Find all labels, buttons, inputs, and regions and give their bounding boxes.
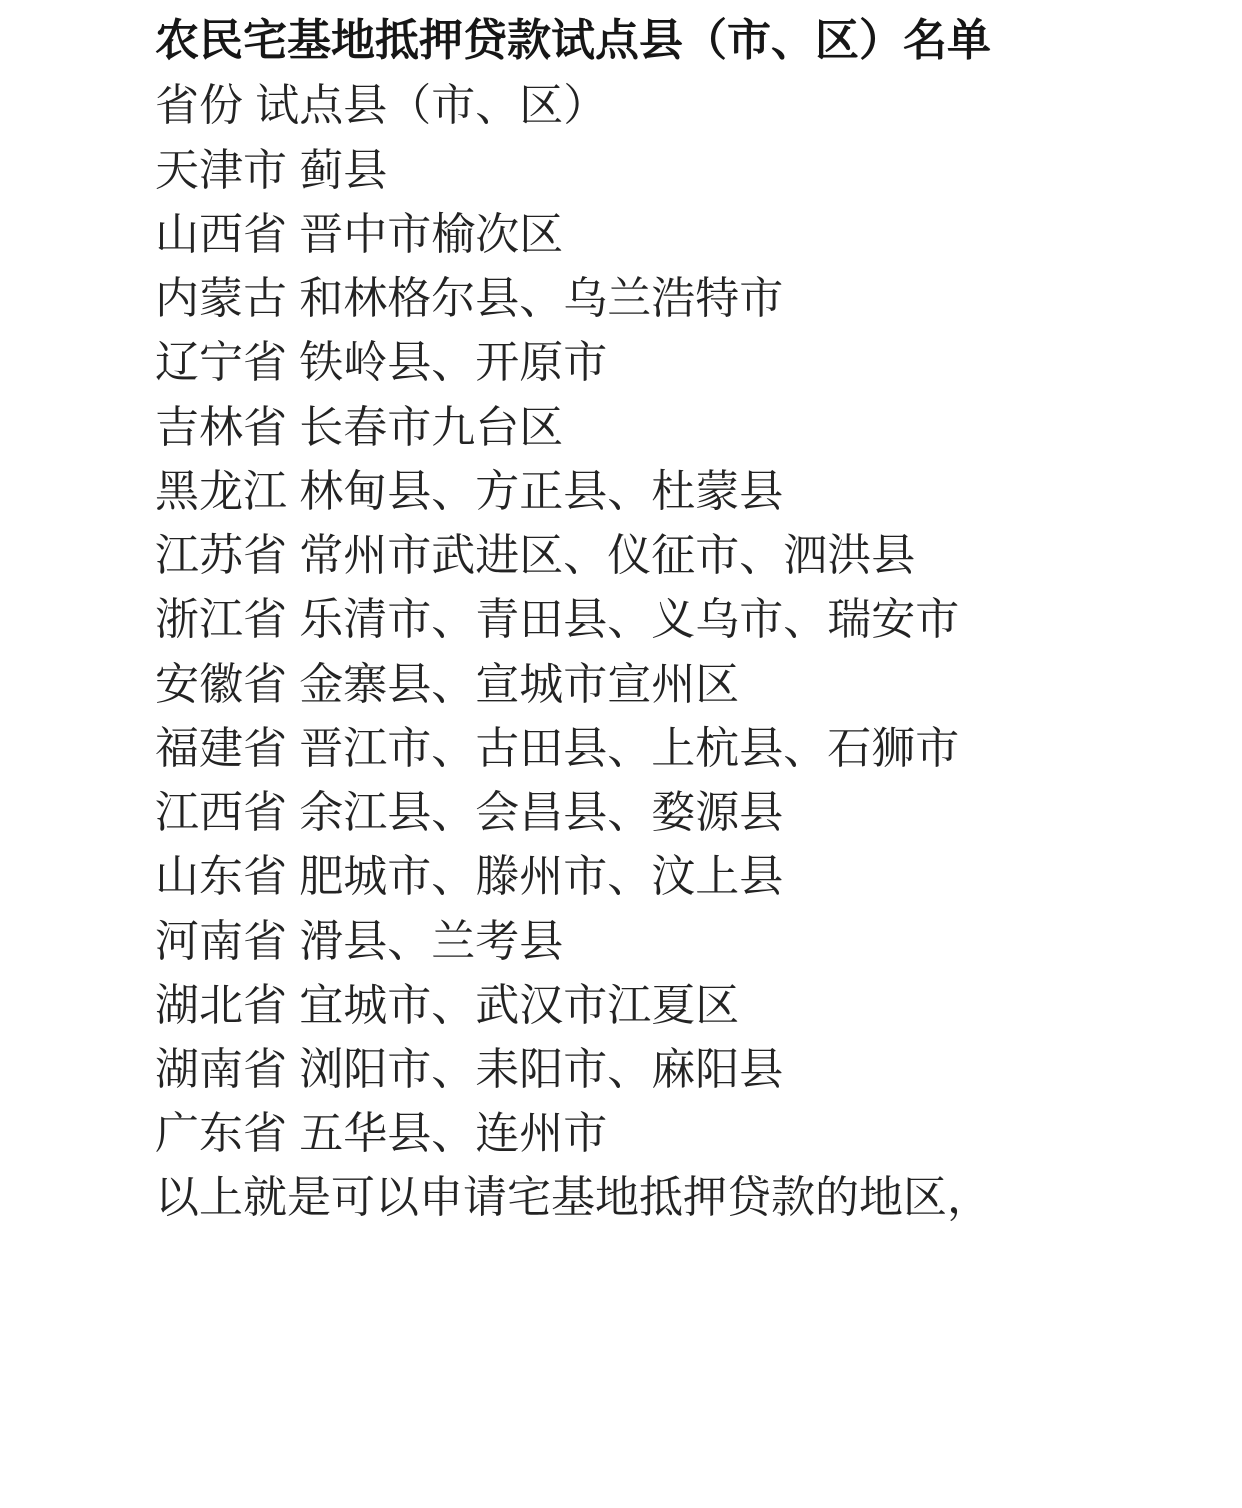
table-header-row xyxy=(155,74,1212,138)
table-row xyxy=(155,717,1212,781)
row-counties: 乐清市、青田县、义乌市、瑞安市 xyxy=(299,595,960,645)
row-spacer xyxy=(287,852,299,901)
table-row xyxy=(155,267,1212,331)
row-spacer xyxy=(287,724,299,773)
row-province: 山东省 xyxy=(155,852,287,902)
row-counties: 晋中市榆次区 xyxy=(299,209,564,259)
row-province: 内蒙古 xyxy=(155,274,287,324)
row-province: 福建省 xyxy=(155,723,287,773)
row-spacer xyxy=(287,274,299,323)
table-row xyxy=(155,974,1212,1038)
row-counties: 长春市九台区 xyxy=(299,402,564,452)
table-row xyxy=(155,910,1212,974)
row-counties: 和林格尔县、乌兰浩特市 xyxy=(299,274,784,324)
row-province: 广东省 xyxy=(155,1109,287,1159)
row-province: 河南省 xyxy=(155,916,287,966)
row-province: 江西省 xyxy=(155,788,287,838)
row-province: 辽宁省 xyxy=(155,338,287,388)
row-spacer xyxy=(287,338,299,387)
row-province: 湖北省 xyxy=(155,980,287,1030)
row-spacer xyxy=(287,981,299,1030)
row-spacer xyxy=(287,1045,299,1094)
row-spacer xyxy=(287,1109,299,1158)
row-counties: 肥城市、滕州市、汶上县 xyxy=(299,852,784,902)
row-spacer xyxy=(287,917,299,966)
row-spacer xyxy=(287,595,299,644)
table-row xyxy=(155,524,1212,588)
table-row xyxy=(155,460,1212,524)
row-province: 山西省 xyxy=(155,209,287,259)
row-spacer xyxy=(287,531,299,580)
table-row xyxy=(155,1102,1212,1166)
row-counties: 余江县、会昌县、婺源县 xyxy=(299,788,784,838)
table-row xyxy=(155,203,1212,267)
table-row xyxy=(155,396,1212,460)
row-counties: 滑县、兰考县 xyxy=(299,916,564,966)
row-counties: 浏阳市、耒阳市、麻阳县 xyxy=(299,1044,784,1094)
column-header-province: 省份 xyxy=(155,81,243,131)
row-counties: 林甸县、方正县、杜蒙县 xyxy=(299,466,784,516)
table-row xyxy=(155,653,1212,717)
row-counties: 宜城市、武汉市江夏区 xyxy=(299,980,740,1030)
row-spacer xyxy=(287,467,299,516)
row-province: 浙江省 xyxy=(155,595,287,645)
row-spacer xyxy=(287,403,299,452)
row-counties: 常州市武进区、仪征市、泗洪县 xyxy=(299,531,916,581)
row-counties: 五华县、连州市 xyxy=(299,1109,608,1159)
row-province: 吉林省 xyxy=(155,402,287,452)
row-counties: 铁岭县、开原市 xyxy=(299,338,608,388)
row-counties: 晋江市、古田县、上杭县、石狮市 xyxy=(299,723,960,773)
page-title: 农民宅基地抵押贷款试点县（市、区）名单 xyxy=(155,16,991,65)
row-spacer xyxy=(287,146,299,195)
row-province: 湖南省 xyxy=(155,1044,287,1094)
row-spacer xyxy=(287,660,299,709)
table-row xyxy=(155,139,1212,203)
column-header-counties: 试点县（市、区） xyxy=(255,81,608,131)
table-row xyxy=(155,1038,1212,1102)
row-province: 安徽省 xyxy=(155,659,287,709)
closing-paragraph: 以上就是可以申请宅基地抵押贷款的地区， xyxy=(155,1173,991,1223)
header-spacer xyxy=(243,81,255,130)
row-spacer xyxy=(287,210,299,259)
table-row xyxy=(155,781,1212,845)
row-spacer xyxy=(287,788,299,837)
table-row xyxy=(155,588,1212,652)
table-row xyxy=(155,331,1212,395)
row-counties: 蓟县 xyxy=(299,145,388,195)
table-row xyxy=(155,845,1212,909)
row-province: 江苏省 xyxy=(155,531,287,581)
row-province: 天津市 xyxy=(155,145,287,195)
row-counties: 金寨县、宣城市宣州区 xyxy=(299,659,740,709)
row-province: 黑龙江 xyxy=(155,466,287,516)
